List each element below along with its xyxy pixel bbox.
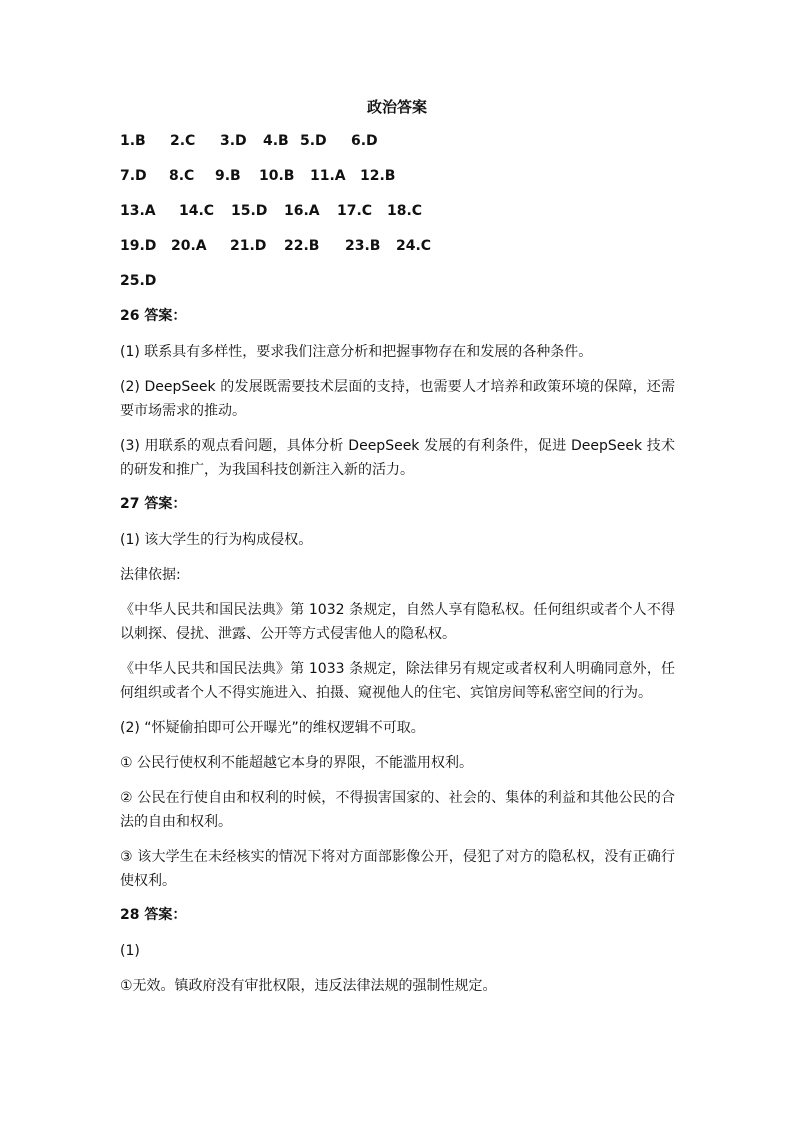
q27-part1: (1) 该大学生的行为构成侵权。: [120, 532, 313, 548]
q28-part1: (1): [120, 943, 140, 959]
answer-row: [120, 165, 675, 187]
answer-row: [120, 200, 675, 222]
choice-answer: 1.B: [120, 133, 146, 149]
page-title: 政治答案: [366, 98, 427, 116]
choice-answer: 2.C: [170, 133, 196, 149]
choice-answer: 16.A: [284, 203, 320, 219]
q28-heading: 28 答案：: [120, 907, 187, 923]
choice-answer: 8.C: [169, 168, 195, 184]
choice-answer: 10.B: [259, 168, 295, 184]
q27-legal-basis-label: 法律依据:: [120, 567, 181, 583]
q26-heading: 26 答案：: [120, 308, 187, 324]
choice-answer: 7.D: [120, 168, 147, 184]
q26-part2: (2) DeepSeek 的发展既需要技术层面的支持，也需要人才培养和政策环境的保障，还需要市场需求的推动。: [120, 379, 675, 419]
choice-answer: 13.A: [120, 203, 156, 219]
q26-part3: (3) 用联系的观点看问题，具体分析 DeepSeek 发展的有利条件，促进 DeepSeek 技术的研发和推广，为我国科技创新注入新的活力。: [120, 438, 675, 478]
q26-part1: (1) 联系具有多样性，要求我们注意分析和把握事物存在和发展的各种条件。: [120, 344, 593, 360]
q27-point3: ③ 该大学生在未经核实的情况下将对方面部影像公开，侵犯了对方的隐私权，没有正确行使权利。: [120, 849, 675, 889]
answer-row: [120, 235, 675, 257]
choice-answer: 20.A: [171, 238, 207, 254]
q27-heading: 27 答案：: [120, 496, 187, 512]
choice-answer: 23.B: [345, 238, 381, 254]
choice-answer: 5.D: [300, 133, 327, 149]
choice-answer: 22.B: [284, 238, 320, 254]
choice-answer: 6.D: [351, 133, 378, 149]
choice-answer: 17.C: [337, 203, 373, 219]
choice-answer: 9.B: [215, 168, 241, 184]
choice-answer: 21.D: [230, 238, 267, 254]
choice-answer: 11.A: [310, 168, 346, 184]
choice-answer: 19.D: [120, 238, 157, 254]
q27-point1: ① 公民行使权利不能超越它本身的界限，不能滥用权利。: [120, 755, 473, 771]
choice-answer: 25.D: [120, 273, 157, 289]
choice-answer: 14.C: [179, 203, 215, 219]
answer-row: [120, 130, 675, 152]
q27-article-1033: 《中华人民共和国民法典》第 1033 条规定，除法律另有规定或者权利人明确同意外，任何组织或者个人不得实施进入、拍摄、窥视他人的住宅、宾馆房间等私密空间的行为。: [120, 661, 675, 701]
q28-point1: ①无效。镇政府没有审批权限，违反法律法规的强制性规定。: [120, 978, 497, 994]
choice-answer: 4.B: [263, 133, 289, 149]
answer-content: [120, 130, 675, 1009]
q27-part2: (2) “怀疑偷拍即可公开曝光”的维权逻辑不可取。: [120, 720, 425, 736]
choice-answer: 3.D: [220, 133, 247, 149]
choice-answer: 12.B: [360, 168, 396, 184]
choice-answer: 18.C: [387, 203, 423, 219]
q27-point2: ② 公民在行使自由和权利的时候，不得损害国家的、社会的、集体的利益和其他公民的合法的自由和权利。: [120, 790, 675, 830]
answer-row: [120, 270, 675, 292]
q27-article-1032: 《中华人民共和国民法典》第 1032 条规定，自然人享有隐私权。任何组织或者个人不得以刺探、侵扰、泄露、公开等方式侵害他人的隐私权。: [120, 602, 675, 642]
choice-answer: 15.D: [231, 203, 268, 219]
choice-answers: [120, 130, 675, 292]
choice-answer: 24.C: [396, 238, 432, 254]
